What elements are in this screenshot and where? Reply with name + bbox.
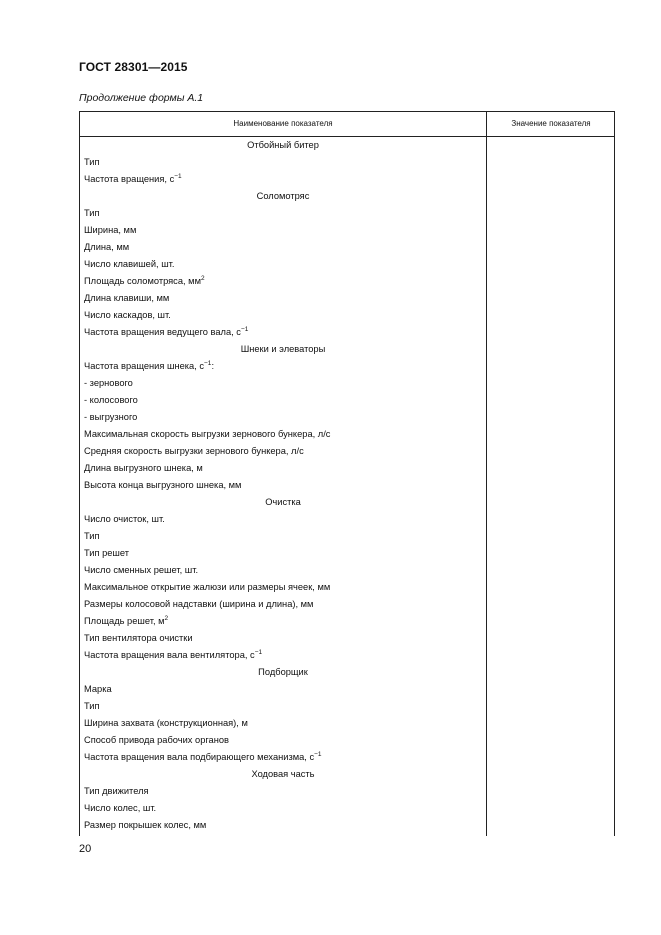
row-label: Тип решет [84, 548, 129, 558]
row-label: Площадь решет, м [84, 616, 165, 626]
row-label: - зернового [84, 378, 133, 388]
row-label: Частота вращения ведущего вала, с [84, 327, 241, 337]
unit-exponent: 2 [200, 275, 205, 282]
row-label: Подборщик [258, 667, 308, 677]
table-row [80, 732, 486, 749]
table-row [80, 528, 486, 545]
row-label: Способ привода рабочих органов [84, 735, 229, 745]
table-row [80, 205, 486, 222]
unit-exponent: −1 [254, 649, 263, 656]
row-label: Число колес, шт. [84, 803, 157, 813]
row-label: Высота конца выгрузного шнека, мм [84, 480, 242, 490]
table-row [80, 460, 486, 477]
table-row [80, 375, 486, 392]
document-code: ГОСТ 28301—2015 [79, 60, 188, 74]
row-label: Средняя скорость выгрузки зернового бункера, л/с [84, 446, 304, 456]
row-label: Размеры колосовой надставки (ширина и длина), мм [84, 599, 314, 609]
row-label: Ходовая часть [251, 769, 315, 779]
table-row [80, 358, 486, 375]
row-label: Частота вращения шнека, с [84, 361, 205, 371]
table-row [80, 256, 486, 273]
table-row [80, 698, 486, 715]
row-label: Максимальное открытие жалюзи или размеры ячеек, мм [84, 582, 331, 592]
table-row [80, 647, 486, 664]
table-row [80, 681, 486, 698]
table-row [80, 579, 486, 596]
unit-exponent: −1 [240, 326, 249, 333]
row-label: Длина, мм [84, 242, 130, 252]
table-row [80, 545, 486, 562]
table-row [80, 477, 486, 494]
section-heading [80, 766, 486, 783]
column-header-value: Значение показателя [511, 119, 591, 128]
section-heading [80, 188, 486, 205]
row-label: Длина клавиши, мм [84, 293, 170, 303]
table-row [80, 222, 486, 239]
row-label: Число очисток, шт. [84, 514, 165, 524]
table-row [80, 426, 486, 443]
table-row [80, 562, 486, 579]
row-label: Соломотряс [256, 191, 310, 201]
table-row [80, 613, 486, 630]
form-caption: Продолжение формы А.1 [79, 92, 204, 104]
row-label: - колосового [84, 395, 138, 405]
unit-exponent: −1 [174, 173, 182, 180]
indicator-table [79, 111, 615, 836]
row-label: Максимальная скорость выгрузки зернового бункера, л/с [84, 429, 331, 439]
table-row [80, 800, 486, 817]
table-row [80, 307, 486, 324]
section-heading [80, 341, 486, 358]
unit-exponent: 2 [164, 615, 169, 622]
row-label: Ширина, мм [84, 225, 137, 235]
unit-exponent: −1 [204, 360, 212, 367]
row-label: Частота вращения, с [84, 174, 175, 184]
section-heading [80, 494, 486, 511]
table-row [80, 154, 486, 171]
row-label: - выгрузного [84, 412, 138, 422]
table-row [80, 749, 486, 766]
table-row [80, 817, 486, 834]
row-label: Очистка [265, 497, 301, 507]
column-separator [486, 112, 487, 836]
row-label: Тип [84, 208, 100, 218]
row-label: Шнеки и элеваторы [240, 344, 326, 354]
row-label: Тип [84, 157, 100, 167]
row-label: Площадь соломотряса, мм [84, 276, 201, 286]
row-label: Частота вращения вала подбирающего механизма, с [84, 752, 315, 762]
row-label: Длина выгрузного шнека, м [84, 463, 203, 473]
row-label: Отбойный битер [247, 140, 319, 150]
row-label: Марка [84, 684, 112, 694]
row-label: Число клавишей, шт. [84, 259, 175, 269]
table-row [80, 783, 486, 800]
table-row [80, 443, 486, 460]
table-row [80, 290, 486, 307]
table-row [80, 392, 486, 409]
row-label: Число сменных решет, шт. [84, 565, 199, 575]
row-label: Ширина захвата (конструкционная), м [84, 718, 248, 728]
row-label: Тип движителя [84, 786, 149, 796]
table-row [80, 630, 486, 647]
table-row [80, 715, 486, 732]
row-label: Тип [84, 701, 100, 711]
table-body [80, 137, 486, 834]
column-header-name: Наименование показателя [233, 119, 333, 128]
row-suffix: : [211, 361, 215, 371]
row-label: Размер покрышек колес, мм [84, 820, 207, 830]
section-heading [80, 137, 486, 154]
table-row [80, 596, 486, 613]
section-heading [80, 664, 486, 681]
row-label: Тип [84, 531, 100, 541]
table-row [80, 273, 486, 290]
row-label: Частота вращения вала вентилятора, с [84, 650, 255, 660]
table-row [80, 511, 486, 528]
row-label: Тип вентилятора очистки [84, 633, 193, 643]
table-row [80, 409, 486, 426]
table-row [80, 239, 486, 256]
unit-exponent: −1 [314, 751, 322, 758]
table-row [80, 171, 486, 188]
page-number: 20 [79, 843, 92, 855]
row-label: Число каскадов, шт. [84, 310, 171, 320]
table-row [80, 324, 486, 341]
